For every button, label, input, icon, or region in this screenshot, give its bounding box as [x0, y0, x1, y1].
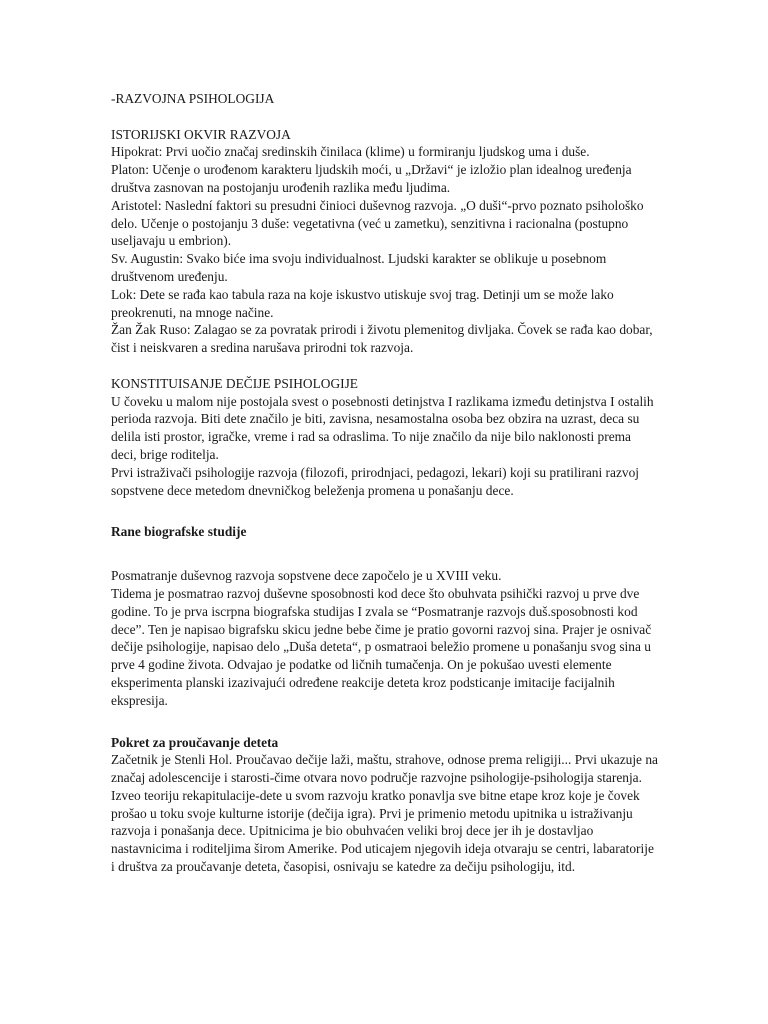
section-gap [111, 710, 658, 734]
section-heading-child-study-movement: Pokret za proučavanje deteta [111, 734, 279, 750]
paragraph-augustin: Sv. Augustin: Svako biće ima svoju individualnost. Ljudski karakter se oblikuje u posebnom društvenom uređenju. [111, 251, 607, 284]
paragraph-lok: Lok: Dete se rađa kao tabula raza na koje iskustvo utiskuje svoj trag. Detinji um se može lako preokrenuti, na mnoge načine. [111, 286, 614, 320]
paragraph-childhood-awareness: U čoveku u malom nije postojala svest o posebnosti detinjstva I razlikama između detinjstva I ostalih perioda razvoja. Biti dete značilo je biti, zavisna, nesamostalna osoba bez obzira na uzrast, deca su delila isti prostor, igračke, vreme i rad sa odraslima. To nije značilo da nije bilo naklonosti prema deci, brige roditelja. [111, 393, 654, 462]
section-heading-biographical-studies: Rane biografske studije [111, 524, 247, 540]
paragraph-ruso: Žan Žak Ruso: Zalagao se za povratak prirodi i životu plemenitog divljaka. Čovek se rađa kao dobar, čist i neiskvaren a sredina narušava prirodni tok razvoja. [111, 322, 653, 356]
paragraph-first-researchers: Prvi istraživači psihologije razvoja (filozofi, prirodnjaci, pedagozi, lekari) koji su pratilirani razvoj sopstvene dece metedom dnevničkog beleženja promena u ponašanju dece. [111, 464, 640, 498]
section-gap [111, 541, 658, 567]
section-heading-child-psychology: KONSTITUISANJE DEČIJE PSIHOLOGIJE [111, 375, 358, 391]
paragraph-tidema-preyer: Tidema je posmatrao razvoj duševne sposobnosti kod dece što obuhvata psihički razvoj u prve dve godine. To je prva iscrpna biografska studijas I zvala se “Posmatranje razvojs duš.sposobnosti kod dece”. Ten je napisao bigrafsku skicu jedne bebe čime je pratio govorni razvoj sina. Prajer je osnivač dečije psihologije, napisao delo „Duša deteta“, p osmatraoi beležio promene u ponašanju svog sina u prve 4 godine života. Odvajao je podatke od ličnih tumačenja. On je pokušao uvesti elemente eksperimenta planski izazivajući određene reakcije deteta kroz podsticanje imitacije facijalnih ekspresija. [111, 585, 652, 708]
paragraph-observation-start: Posmatranje duševnog razvoja sopstvene dece započelo je u XVIII veku. [111, 568, 502, 584]
paragraph-hipokrat: Hipokrat: Prvi uočio značaj sredinskih činilaca (klime) u formiranju ljudskog uma i duše. [111, 144, 590, 160]
section-heading-historical: ISTORIJSKI OKVIR RAZVOJA [111, 126, 291, 142]
document-title: -RAZVOJNA PSIHOLOGIJA [111, 91, 275, 106]
section-gap [111, 357, 658, 375]
section-gap [111, 499, 658, 523]
paragraph-aristotel: Aristotel: Naslední faktori su presudni činioci duševnog razvoja. „O duši“-prvo poznato psihološko delo. Učenje o postojanju 3 duše: vegetativna (već u zametku), senzitivna i racionalna (postupno useljavaju u embrion). [111, 197, 644, 249]
paragraph-stanley-hall: Začetnik je Stenli Hol. Proučavao dečije laži, maštu, strahove, odnose prema religiji... Prvi ukazuje na značaj adolescencije i starosti-čime otvara novo područje razvojne psihologije-psihologija starenja. Izveo teoriju rekapitulacije-dete u svom razvoju kratko ponavlja sve bitne etape kroz koje je čovek prošao u toku svoje kulturne istorije (dečija igra). Prvi je primenio metodu upitnika u istraživanju razvoja i ponašanja dece. Upitnicima je bio obuhvaćen veliki broj dece jer ih je dostavljao nastavnicima i roditeljima širom Amerike. Pod uticajem njegovih ideja otvaraju se centri, labaratorije i društva za proučavanje deteta, časopisi, osnivaju se katedre za dečiju psihologiju, itd. [111, 752, 658, 875]
paragraph-platon: Platon: Učenje o urođenom karakteru ljudskih moći, u „Državi“ je izložio plan idealnog uređenja društva zasnovan na postojanju urođenih razlika među ljudima. [111, 162, 632, 195]
